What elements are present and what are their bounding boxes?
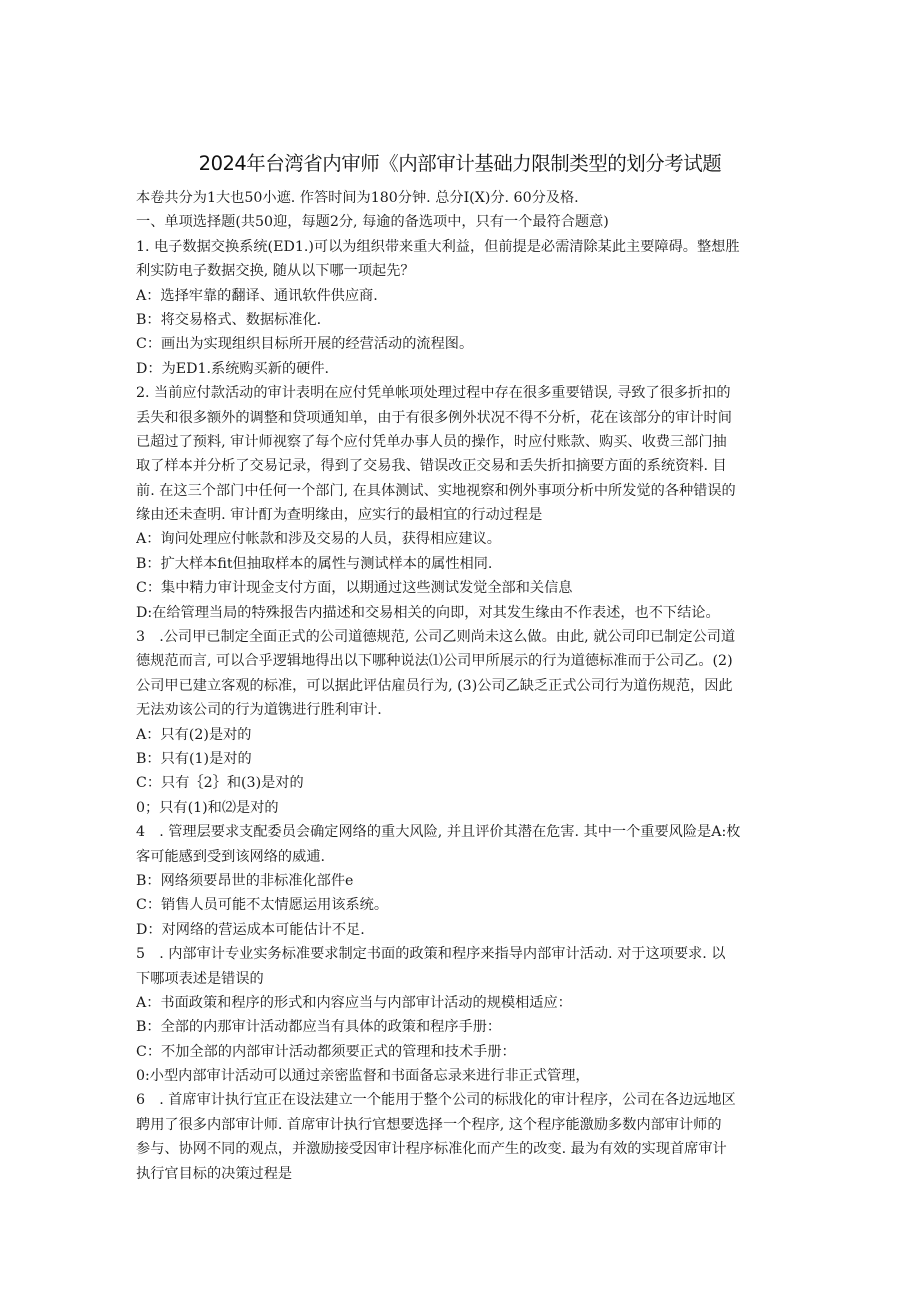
text-line: C：只有｛2｝和(3)是对的 [136, 775, 304, 792]
text-line: D：为ED1.系统购买新的硬件. [136, 360, 330, 377]
document-title: 2024年台湾省内审师《内部审计基础力限制类型的划分考试题 [198, 152, 722, 175]
text-line: 前. 在这三个部门中任何一个部门, 在具体测试、实地视察和例外事项分析中所发觉的各种错误的 [136, 482, 736, 499]
text-line: 执行官目标的决策过程是 [136, 1165, 293, 1182]
text-line: 客可能感到受到该网络的威逋. [136, 848, 325, 865]
text-line: 德规范而言, 可以合乎逻辑地得出以下哪种说法⑴公司甲所展示的行为道德标准而于公司乙。(2) [136, 653, 733, 670]
text-line: 缘由还未查明. 审计酊为查明缘由，应实行的最相宜的行动过程是 [136, 507, 543, 524]
text-line: 公司甲已建立客观的标准，可以据此评估雇员行为, (3)公司乙缺乏正式公司行为道伤规范，因此 [136, 677, 733, 694]
text-line: B：全部的内那审计活动都应当有具体的政策和程序手册： [136, 1019, 502, 1036]
text-line: C：画出为实现组织目标所开展的经营活动的流程图。 [136, 336, 474, 353]
text-line: D:在给管理当局的特殊报告内描述和交易相关的向即，对其发生缘由不作表述，也不下结论。 [136, 604, 720, 621]
text-line: 利实防电子数据交换, 随从以下哪一项起先？ [136, 263, 415, 280]
text-line: A：选择牢靠的翻译、通讯软件供应商. [136, 287, 378, 304]
text-line: C：集中精力审计现金支付方面，以期通过这些测试发觉全部和关信息 [136, 580, 573, 597]
text-line: 取了样本并分析了交易记录，得到了交易我、错误改正交易和丢失折扣摘要方面的系统资料. 目 [136, 458, 727, 475]
text-line: C：不加全部的内部审计活动都须要正式的管理和技术手册： [136, 1043, 516, 1060]
text-line: A：书面政策和程序的形式和内容应当与内部审计活动的规模相适应： [136, 994, 572, 1011]
text-line: B：扩大样本fit但抽取样本的属性与测试样本的属性相同. [136, 555, 493, 572]
text-line: 已超过了预料, 审计师视察了每个应付凭单办事人员的操作，时应付账款、购买、收费三部门抽 [136, 433, 727, 450]
text-line: 参与、协网不同的观点，并激励接受因审计程序标准化而产生的改变. 最为有效的实现首席审计 [136, 1141, 727, 1158]
text-line: 无法劝该公司的行为道镌进行胜利审计. [136, 702, 382, 719]
text-line: 6 . 首席审计执行宜正在设法建立一个能用于整个公司的标戕化的审计程序，公司在各边远地区 [136, 1092, 736, 1109]
text-line: 本卷共分为1大也50小遮. 作答时间为180分钟. 总分I(X)分. 60分及格. [136, 190, 579, 206]
text-line: 聘用了很多内部审计师. 首席审计执行官想要选择一个程序, 这个程序能激励多数内部审计师的 [136, 1116, 722, 1133]
text-line: B：网络须要昂世的非标准化部件e [136, 872, 354, 889]
text-line: B：只有(1)是对的 [136, 750, 252, 767]
text-line: 1. 电子数据交换系统(ED1.)可以为组织带来重大利益，但前提是必需清除某此主要障碍。整想胜 [136, 238, 740, 255]
text-line: A：询问处理应付帐款和涉及交易的人员，获得相应建议。 [136, 531, 501, 548]
text-line: 5 . 内部审计专业实务标准要求制定书面的政策和程序来指导内部审计活动. 对于这项要求. 以 [136, 946, 726, 963]
text-line: 一、单项选择题(共50迎，每题2分, 每逾的备选项中，只有一个最符合题意) [136, 214, 609, 231]
text-line: 下哪项表述是错误的 [136, 970, 264, 987]
text-line: 2. 当前应付款活动的审计表明在应付凭单帐项处理过程中存在很多重要错误, 寻致了很多折扣的 [136, 385, 731, 402]
text-line: 0:小型内部审计活动可以通过亲密监督和书面备忘录来进行非正式管理， [136, 1068, 590, 1085]
text-line: 丢失和很多额外的调整和贷项通知单，由于有很多例外状况不得不分析，花在该部分的审计时间 [136, 409, 732, 426]
document-body [136, 186, 786, 1186]
text-line: B：将交易格式、数据标准化. [136, 311, 322, 328]
text-line: 4 . 管理层要求支配委员会确定网络的重大风险, 并且评价其潜在危害. 其中一个重要风险是A:枚 [136, 824, 741, 841]
text-line: A：只有(2)是对的 [136, 726, 252, 743]
text-line: C：销售人员可能不太情愿运用该系统。 [136, 897, 389, 914]
text-line: 3 .公司甲已制定全面正式的公司道德规范, 公司乙则尚未这么做。由此, 就公司印已制定公司道 [136, 629, 736, 646]
text-line: D：对网络的营运成本可能估计不足. [136, 921, 365, 938]
text-line: 0；只有(1)和⑵是对的 [136, 799, 279, 816]
